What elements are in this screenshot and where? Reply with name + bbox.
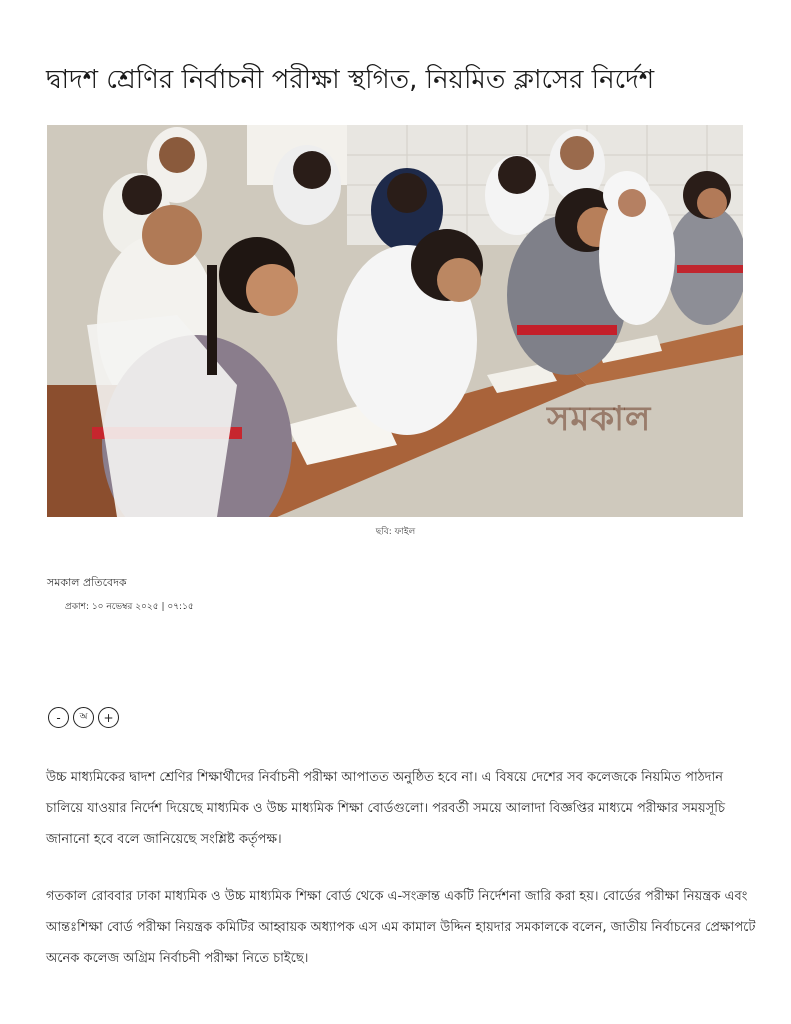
- font-size-controls: [48, 707, 119, 728]
- publish-date: প্রকাশ: ১০ নভেম্বর ২০২৫ | ০৭:১৫: [65, 602, 194, 612]
- article-paragraph: উচ্চ মাধ্যমিকের দ্বাদশ শ্রেণির শিক্ষার্থীদের নির্বাচনী পরীক্ষা আপাতত অনুষ্ঠিত হবে না। এ বিষয়ে দেশের সব কলেজকে নিয়মিত পাঠদান চালিয়ে যাওয়ার নির্দেশ দিয়েছে মাধ্যমিক ও উচ্চ মাধ্যমিক শিক্ষা বোর্ডগুলো। পরবর্তী সময়ে আলাদা বিজ্ঞপ্তির মাধ্যমে পরীক্ষার সময়সূচি জানানো হবে বলে জানিয়েছে সংশ্লিষ্ট কর্তৃপক্ষ।: [46, 770, 726, 847]
- photo-watermark: সমকাল: [547, 399, 652, 439]
- byline[interactable]: সমকাল প্রতিবেদক: [47, 576, 127, 589]
- article-paragraph: গতকাল রোববার ঢাকা মাধ্যমিক ও উচ্চ মাধ্যমিক শিক্ষা বোর্ড থেকে এ-সংক্রান্ত একটি নির্দেশনা জারি করা হয়। বোর্ডের পরীক্ষা নিয়ন্ত্রক এবং আন্তঃশিক্ষা বোর্ড পরীক্ষা নিয়ন্ত্রক কমিটির আহ্বায়ক অধ্যাপক এস এম কামাল উদ্দিন হায়দার সমকালকে বলেন, জাতীয় নির্বাচনের প্রেক্ষাপটে অনেক কলেজ অগ্রিম নির্বাচনী পরীক্ষা নিতে চাইছে।: [46, 889, 756, 966]
- photo-caption: ছবি: ফাইল: [375, 527, 416, 537]
- font-reset-button[interactable]: অ: [73, 707, 94, 728]
- article-photo: [47, 125, 743, 517]
- font-decrease-button[interactable]: -: [48, 707, 69, 728]
- font-increase-button[interactable]: +: [98, 707, 119, 728]
- article-headline: দ্বাদশ শ্রেণির নির্বাচনী পরীক্ষা স্থগিত, নিয়মিত ক্লাসের নির্দেশ: [46, 65, 655, 95]
- article-body: [46, 762, 756, 1000]
- exam-hall-photo: [47, 125, 743, 517]
